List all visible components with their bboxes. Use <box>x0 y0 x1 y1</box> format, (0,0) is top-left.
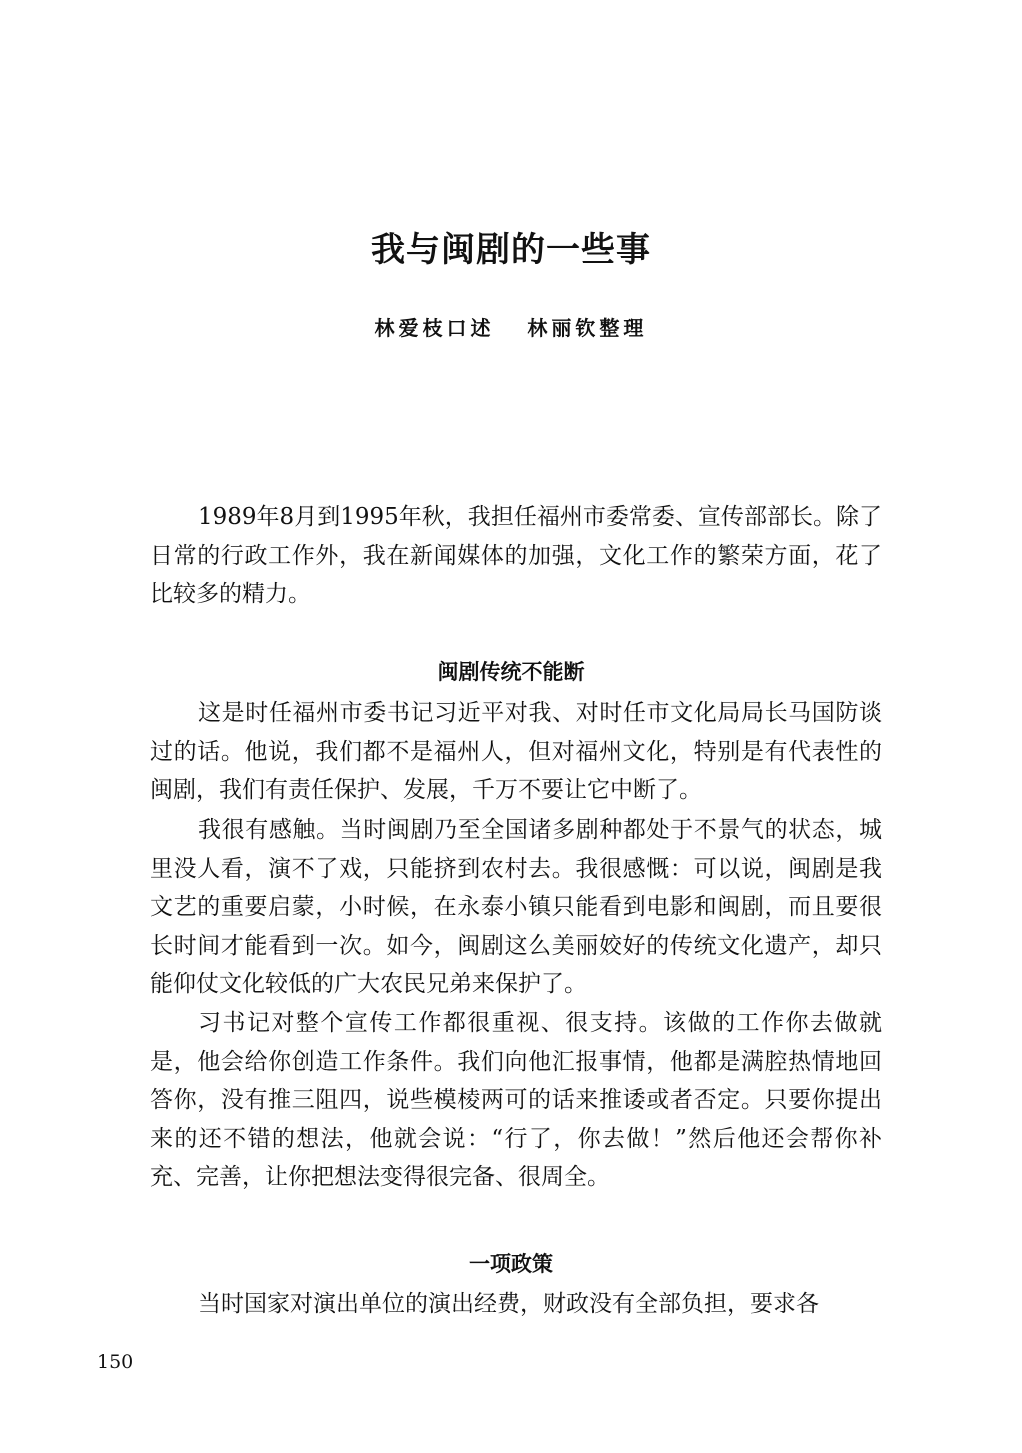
section-heading: 一项政策 <box>469 1252 553 1276</box>
body-paragraph: 习书记对整个宣传工作都很重视、很支持。该做的工作你去做就是，他会给你创造工作条件。我们向他汇报事情，他都是满腔热情地回答你，没有推三阻四，说些模棱两可的话来推诿或者否定。只要你提出来的还不错的想法，他就会说：“行了，你去做！”然后他还会帮你补充、完善，让你把想法变得很完备、很周全。 <box>150 1010 882 1190</box>
article-authors: 林爱枝口述 林丽钦整理 <box>374 316 648 340</box>
page-number: 150 <box>97 1351 134 1373</box>
article-title: 我与闽剧的一些事 <box>371 230 651 270</box>
intro-paragraph: 1989年8月到1995年秋，我担任福州市委常委、宣传部部长。除了日常的行政工作外，我在新闻媒体的加强，文化工作的繁荣方面，花了比较多的精力。 <box>150 504 882 607</box>
body-paragraph: 当时国家对演出单位的演出经费，财政没有全部负担，要求各 <box>198 1291 819 1317</box>
body-paragraph: 这是时任福州市委书记习近平对我、对时任市文化局局长马国防谈过的话。他说，我们都不是福州人，但对福州文化，特别是有代表性的闽剧，我们有责任保护、发展，千万不要让它中断了。 <box>150 700 882 803</box>
section-heading: 闽剧传统不能断 <box>437 660 585 684</box>
body-paragraph: 我很有感触。当时闽剧乃至全国诸多剧种都处于不景气的状态，城里没人看，演不了戏，只能挤到农村去。我很感慨：可以说，闽剧是我文艺的重要启蒙，小时候，在永泰小镇只能看到电影和闽剧，而且要很长时间才能看到一次。如今，闽剧这么美丽姣好的传统文化遗产，却只能仰仗文化较低的广大农民兄弟来保护了。 <box>150 817 882 997</box>
